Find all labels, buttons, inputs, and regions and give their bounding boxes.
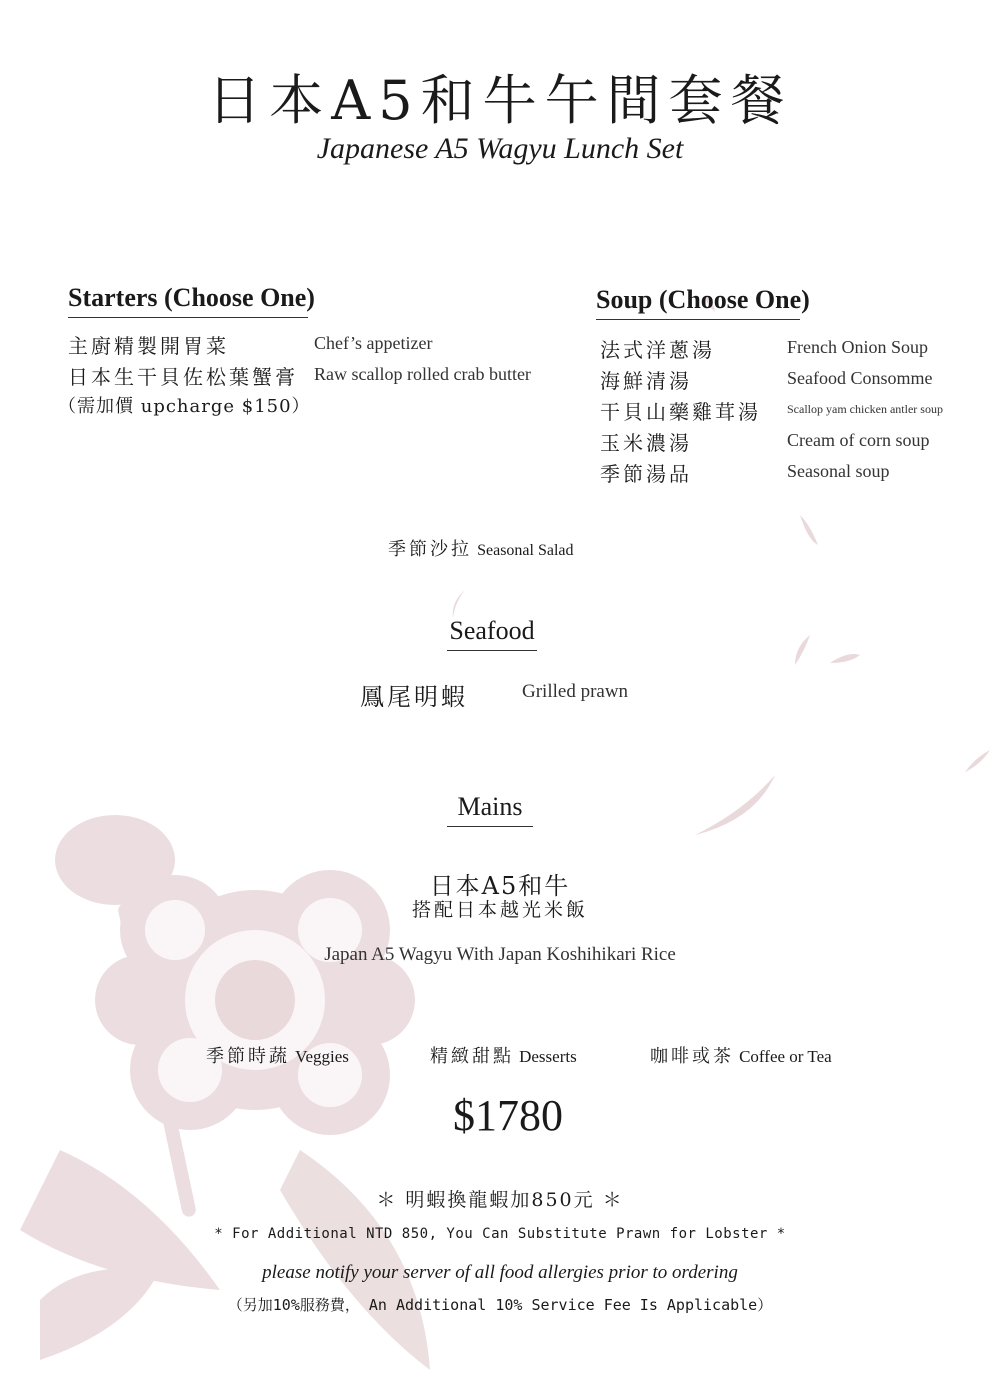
starter-item-en: Chef’s appetizer — [314, 333, 433, 353]
starter-item-zh: 日本生干貝佐松葉蟹膏 — [68, 365, 298, 389]
mains-heading: Mains — [447, 792, 533, 827]
seafood-heading: Seafood — [447, 616, 537, 651]
seafood-zh: 鳳尾明蝦 — [360, 683, 468, 711]
salad-zh: 季節沙拉 — [388, 539, 472, 560]
salad-en: Seasonal Salad — [477, 542, 574, 559]
lobster-note-en: * For Additional NTD 850, You Can Substitute Prawn for Lobster * — [214, 1226, 786, 1242]
starter-item-zh: 主廚精製開胃菜 — [68, 334, 229, 358]
mains-en: Japan A5 Wagyu With Japan Koshihikari Rice — [324, 944, 676, 965]
soup-item-zh: 海鮮清湯 — [600, 369, 692, 393]
seafood-en: Grilled prawn — [522, 681, 629, 702]
extra-en: Coffee or Tea — [739, 1047, 832, 1066]
soup-item-zh: 法式洋蔥湯 — [600, 338, 715, 362]
soup-item-en: French Onion Soup — [787, 337, 928, 357]
soup-item-zh: 季節湯品 — [600, 462, 692, 486]
extra-zh: 咖啡或茶 — [650, 1046, 734, 1067]
lobster-note-zh: ＊ 明蝦換龍蝦加850元 ＊ — [376, 1189, 624, 1211]
extra-en: Veggies — [295, 1047, 349, 1066]
page-title: 日本A5和牛午間套餐 — [207, 69, 793, 132]
soup-item-en: Cream of corn soup — [787, 430, 930, 450]
starters-heading: Starters (Choose One) — [68, 283, 308, 318]
extra-coffee-tea — [650, 1042, 832, 1068]
starter-upcharge: （需加價 upcharge $150） — [58, 396, 311, 417]
soup-item-en: Seafood Consomme — [787, 368, 933, 388]
soup-item-zh: 干貝山藥雞茸湯 — [600, 400, 761, 424]
extra-zh: 季節時蔬 — [206, 1046, 290, 1067]
soup-item-en: Scallop yam chicken antler soup — [787, 402, 943, 416]
page-subtitle: Japanese A5 Wagyu Lunch Set — [316, 132, 684, 165]
allergy-note: please notify your server of all food allergies prior to ordering — [262, 1262, 738, 1283]
extra-veggies — [206, 1042, 349, 1068]
set-price: $1780 — [453, 1091, 563, 1140]
extra-desserts — [430, 1042, 577, 1068]
mains-zh-subtitle: 搭配日本越光米飯 — [411, 899, 588, 921]
extra-zh: 精緻甜點 — [430, 1046, 514, 1067]
soup-heading: Soup (Choose One) — [596, 285, 800, 320]
soup-item-en: Seasonal soup — [787, 461, 890, 481]
soup-item-zh: 玉米濃湯 — [600, 431, 692, 455]
mains-zh-title: 日本A5和牛 — [429, 872, 571, 900]
service-fee-note: （另加10%服務費， An Additional 10% Service Fee Is Applicable） — [227, 1296, 773, 1314]
extra-en: Desserts — [519, 1047, 577, 1066]
starter-item-en: Raw scallop rolled crab butter — [314, 364, 531, 384]
salad-line — [388, 535, 574, 561]
